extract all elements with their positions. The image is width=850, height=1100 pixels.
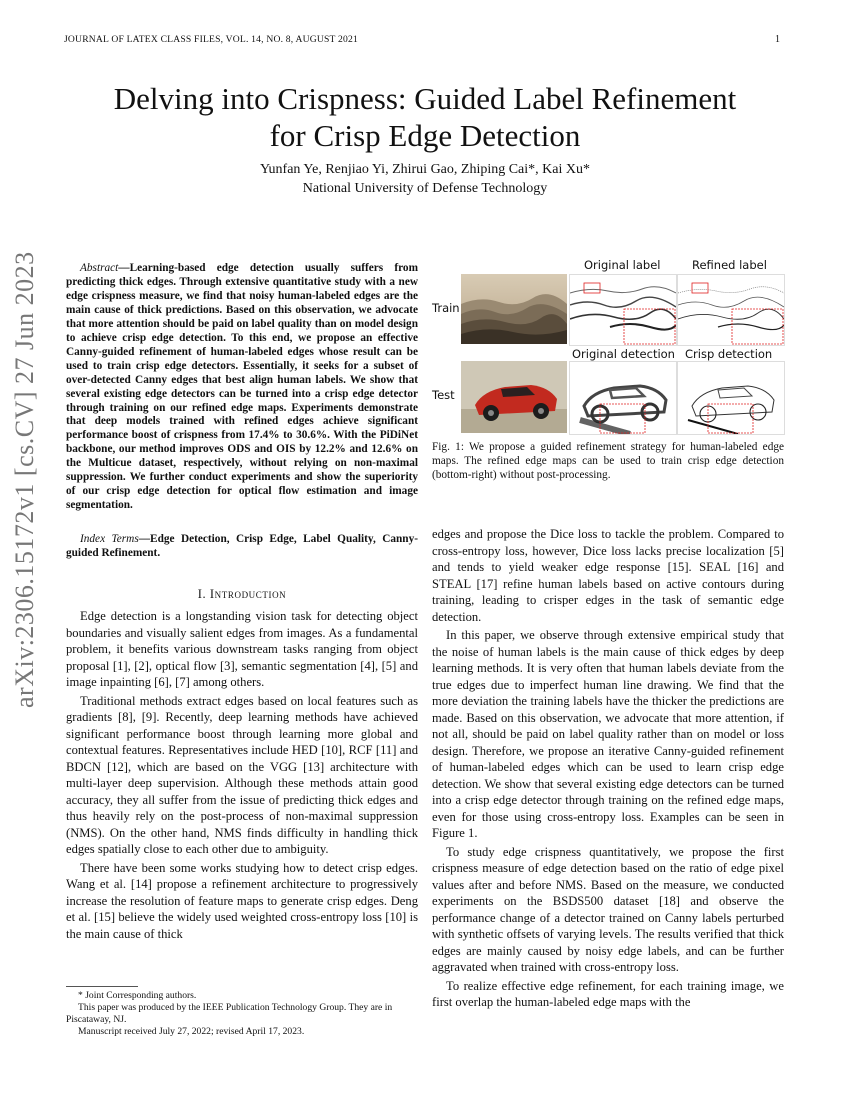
- footnote-rule: [66, 986, 138, 987]
- test-photo-car: [461, 361, 567, 433]
- body-paragraph: edges and propose the Dice loss to tackle the problem. Compared to cross-entropy loss, however, Dice loss lacks precise localization [5] and tends to yield weaker edge response [15]. SEAL [16] and STEAL [17] refine human labels based on active contours during training, leading to crisper edges in the task of semantic edge detection.: [432, 527, 784, 624]
- abstract-text: —Learning-based edge detection usually suffers from predicting thick edges. Through extensive quantitative study with a new edge crispness measure, we find that noisy human-labeled edges are the main cause of thick predictions. Based on this observation, we advocate that more attention should be paid on label quality than on model design to achieve crisp edge detection. To this end, we propose an effective Canny-guided refinement of human-labeled edges whose result can be used to train crisp edge detectors. Essentially, it seeks for a subset of over-detected Canny edges that best align human labels. We show that several existing edge detectors can be turned into a crisp edge detector through training on our refined edge maps. Experiments demonstrate that deep models trained with refined edges achieve significant performance boost of crispness from 17.4% to 30.6%. With the PiDiNet backbone, our method improves ODS and OIS by 12.2% and 12.6% on the Multicue dataset, respectively, without relying on non-maximal suppression. We further conduct experiments and show the superiority of our crisp edge detection for optical flow estimation and image segmentation.: [66, 262, 418, 512]
- authors: Yunfan Ye, Renjiao Yi, Zhirui Gao, Zhiping Cai*, Kai Xu*: [259, 162, 590, 177]
- abstract: [66, 262, 418, 515]
- col-label-crisp-detection: Crisp detection: [685, 347, 773, 361]
- figure-1: [432, 255, 784, 435]
- section-number: I.: [197, 587, 210, 601]
- footnote: This paper was produced by the IEEE Publication Technology Group. They are in Piscataway, NJ.: [66, 1002, 393, 1025]
- running-head: JOURNAL OF LATEX CLASS FILES, VOL. 14, NO. 8, AUGUST 2021: [64, 34, 358, 45]
- arxiv-stamp-text: arXiv:2306.15172v1 [cs.CV] 27 Jun 2023: [10, 251, 39, 708]
- refined-label-map: [677, 274, 785, 346]
- crisp-detection-map: [677, 361, 785, 435]
- row-label-train: Train: [432, 301, 460, 315]
- index-terms-lead: Index Terms: [80, 533, 139, 545]
- col-label-refined-label: Refined label: [692, 258, 767, 272]
- index-terms: [66, 533, 418, 563]
- footnotes: [66, 990, 418, 1038]
- intro-paragraph: Traditional methods extract edges based on local features such as gradients [8], [9]. Recently, deep learning methods have achieved significant performance boost through learning more global and contextual features. Representatives include HED [10], RCF [11] and BDCN [12], which are based on the VGG [13] architecture with multi-layer deep supervision. Although these methods attain good accuracy, they all suffer from the issue of predicting thick edges and thus heavily rely on the post-process of non-maximal suppression (NMS). On the other hand, NMS finds difficulty in handling thick edges spatially close to each other due to ambiguity.: [66, 693, 418, 856]
- abstract-lead: Abstract: [80, 262, 119, 274]
- section-title: Introduction: [209, 587, 287, 601]
- index-terms-text: —Edge Detection, Crisp Edge, Label Quality, Canny-guided Refinement.: [66, 533, 418, 559]
- paper-title: [60, 80, 790, 154]
- affiliation: National University of Defense Technology: [302, 181, 548, 196]
- title-line-1: Delving into Crispness: Guided Label Refinement: [113, 81, 737, 116]
- body-paragraph: To study edge crispness quantitatively, we propose the first crispness measure of edge detection based on the ratio of edge pixel values after and before NMS. Based on the measure, we conducted experiments on the BSDS500 dataset [18] and observe the performance change of a detector trained on Canny labels perturbed with synthetic offsets of varying levels. The results verified that thick edges are mainly caused by noisy edge labels, and can be further aggravated when trained with cross-entropy loss.: [432, 844, 784, 974]
- body-paragraph: In this paper, we observe through extensive empirical study that the noise of human labels is the main cause of thick edges by deep learning methods. It is very often that human labels deviate from the true edges due to imperfect human line drawing. We find that the more deviation the training labels have the thicker the predictions are made. Based on this observation, we advocate that more attention, if not all, should be paid on label quality rather than on model or loss design. Therefore, we propose an iterative Canny-guided refinement of human-labeled edges which can be used to learn crisp edge detection. We show that several existing edge detectors can be turned into a crisp edge detector through training on the refined edge maps, even for those using cross-entropy loss. Examples can be seen in Figure 1.: [432, 628, 784, 840]
- page-number: 1: [775, 34, 780, 45]
- row-label-test: Test: [432, 388, 455, 402]
- intro-paragraph: There have been some works studying how to detect crisp edges. Wang et al. [14] propose a refinement architecture to progressively increase the resolution of feature maps to generate crisp edges. Deng et al. [15] believe the widely used weighted cross-entropy loss [10] is the main cause of thick: [66, 860, 418, 941]
- title-line-2: for Crisp Edge Detection: [269, 118, 581, 153]
- arxiv-stamp: [6, 251, 42, 716]
- original-detection-map: [569, 361, 677, 435]
- original-label-map: [569, 274, 677, 346]
- col-label-original-detection: Original detection: [572, 347, 675, 361]
- col-label-original-label: Original label: [584, 258, 661, 272]
- footnote: Manuscript received July 27, 2022; revised April 17, 2023.: [78, 1026, 305, 1037]
- body-paragraph: To realize effective edge refinement, for each training image, we first overlap the human-labeled edge maps with the: [432, 978, 784, 1009]
- right-column-body: [432, 526, 784, 1013]
- train-photo-mountains: [461, 274, 567, 344]
- intro-body: [66, 608, 418, 944]
- section-heading: [66, 587, 418, 602]
- footnote: * Joint Corresponding authors.: [78, 990, 197, 1001]
- figure-caption: Fig. 1: We propose a guided refinement strategy for human-labeled edge maps. The refined edge maps can be used to train crisp edge detection (bottom-right) without post-processing.: [432, 441, 784, 482]
- intro-paragraph: Edge detection is a longstanding vision task for detecting object boundaries and visually salient edges from images. As a fundamental problem, it benefits various downstream tasks ranging from object proposal [1], [2], optical flow [3], semantic segmentation [4], [5] and image inpainting [6], [7] among others.: [66, 609, 418, 689]
